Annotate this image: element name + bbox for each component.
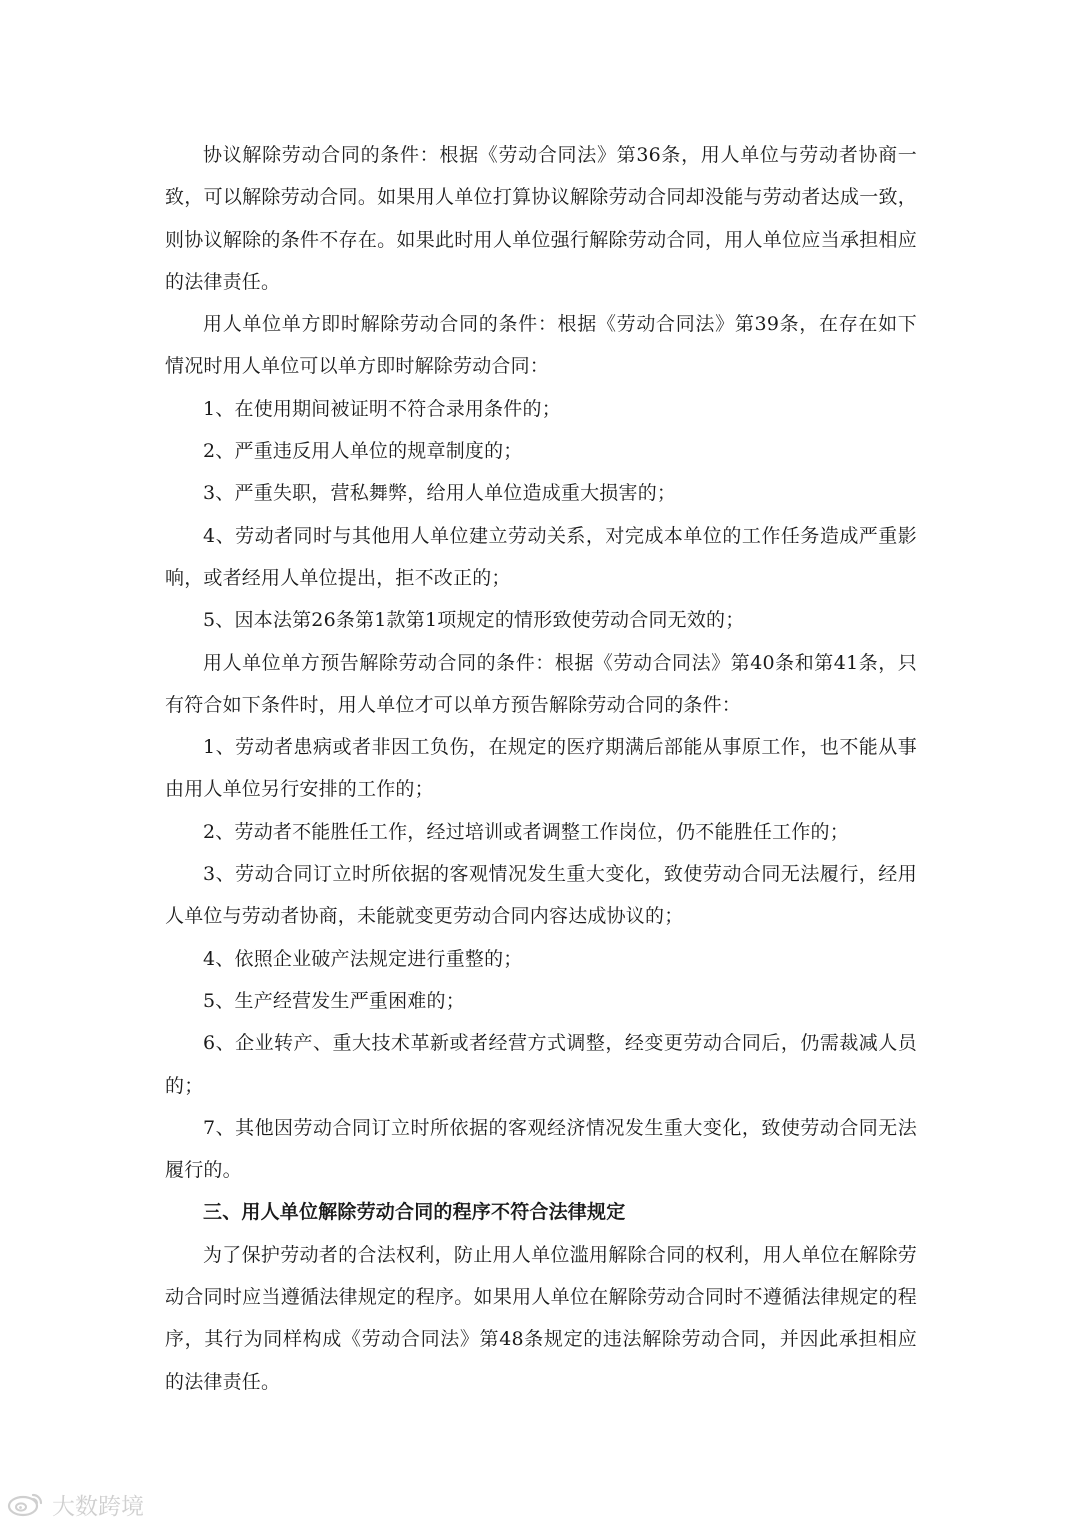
list-item: 7、其他因劳动合同订立时所依据的客观经济情况发生重大变化，致使劳动合同无法履行的。	[165, 1116, 917, 1182]
watermark	[6, 1488, 144, 1520]
paragraph-mutual-termination: 协议解除劳动合同的条件：根据《劳动合同法》第36条，用人单位与劳动者协商一致，可以解除劳动合同。如果用人单位打算协议解除劳动合同却没能与劳动者达成一致，则协议解除的条件不存在。如果此时用人单位强行解除劳动合同，用人单位应当承担相应的法律责任。	[165, 144, 917, 293]
paragraph-procedure: 为了保护劳动者的合法权利，防止用人单位滥用解除合同的权利，用人单位在解除劳动合同时应当遵循法律规定的程序。如果用人单位在解除劳动合同时不遵循法律规定的程序，其行为同样构成《劳动合同法》第48条规定的违法解除劳动合同，并因此承担相应的法律责任。	[165, 1243, 917, 1393]
section-heading: 三、用人单位解除劳动合同的程序不符合法律规定	[203, 1201, 626, 1224]
paragraph-notice-termination: 用人单位单方预告解除劳动合同的条件：根据《劳动合同法》第40条和第41条，只有符合如下条件时，用人单位才可以单方预告解除劳动合同的条件：	[165, 651, 917, 716]
list-item: 5、因本法第26条第1款第1项规定的情形致使劳动合同无效的；	[203, 609, 745, 632]
list-item: 1、劳动者患病或者非因工负伤，在规定的医疗期满后部能从事原工作，也不能从事由用人单位另行安排的工作的；	[165, 736, 917, 801]
list-item: 2、劳动者不能胜任工作，经过培训或者调整工作岗位，仍不能胜任工作的；	[203, 820, 849, 843]
weibo-logo-icon	[6, 1491, 46, 1517]
watermark-text: 大数跨境	[52, 1493, 144, 1520]
list-item: 3、严重失职，营私舞弊，给用人单位造成重大损害的；	[203, 482, 677, 505]
list-item: 5、生产经营发生严重困难的；	[203, 989, 465, 1012]
paragraph-immediate-termination: 用人单位单方即时解除劳动合同的条件：根据《劳动合同法》第39条，在存在如下情况时用人单位可以单方即时解除劳动合同：	[165, 313, 917, 378]
list-item: 1、在使用期间被证明不符合录用条件的；	[203, 397, 561, 420]
document-page	[165, 134, 917, 1403]
list-item: 3、劳动合同订立时所依据的客观情况发生重大变化，致使劳动合同无法履行，经用人单位与劳动者协商，未能就变更劳动合同内容达成协议的；	[165, 863, 917, 928]
list-item: 4、劳动者同时与其他用人单位建立劳动关系，对完成本单位的工作任务造成严重影响，或者经用人单位提出，拒不改正的；	[165, 524, 917, 589]
list-item: 6、企业转产、重大技术革新或者经营方式调整，经变更劳动合同后，仍需裁减人员的；	[165, 1032, 917, 1097]
list-item: 2、严重违反用人单位的规章制度的；	[203, 440, 523, 463]
list-item: 4、依照企业破产法规定进行重整的；	[203, 947, 523, 970]
